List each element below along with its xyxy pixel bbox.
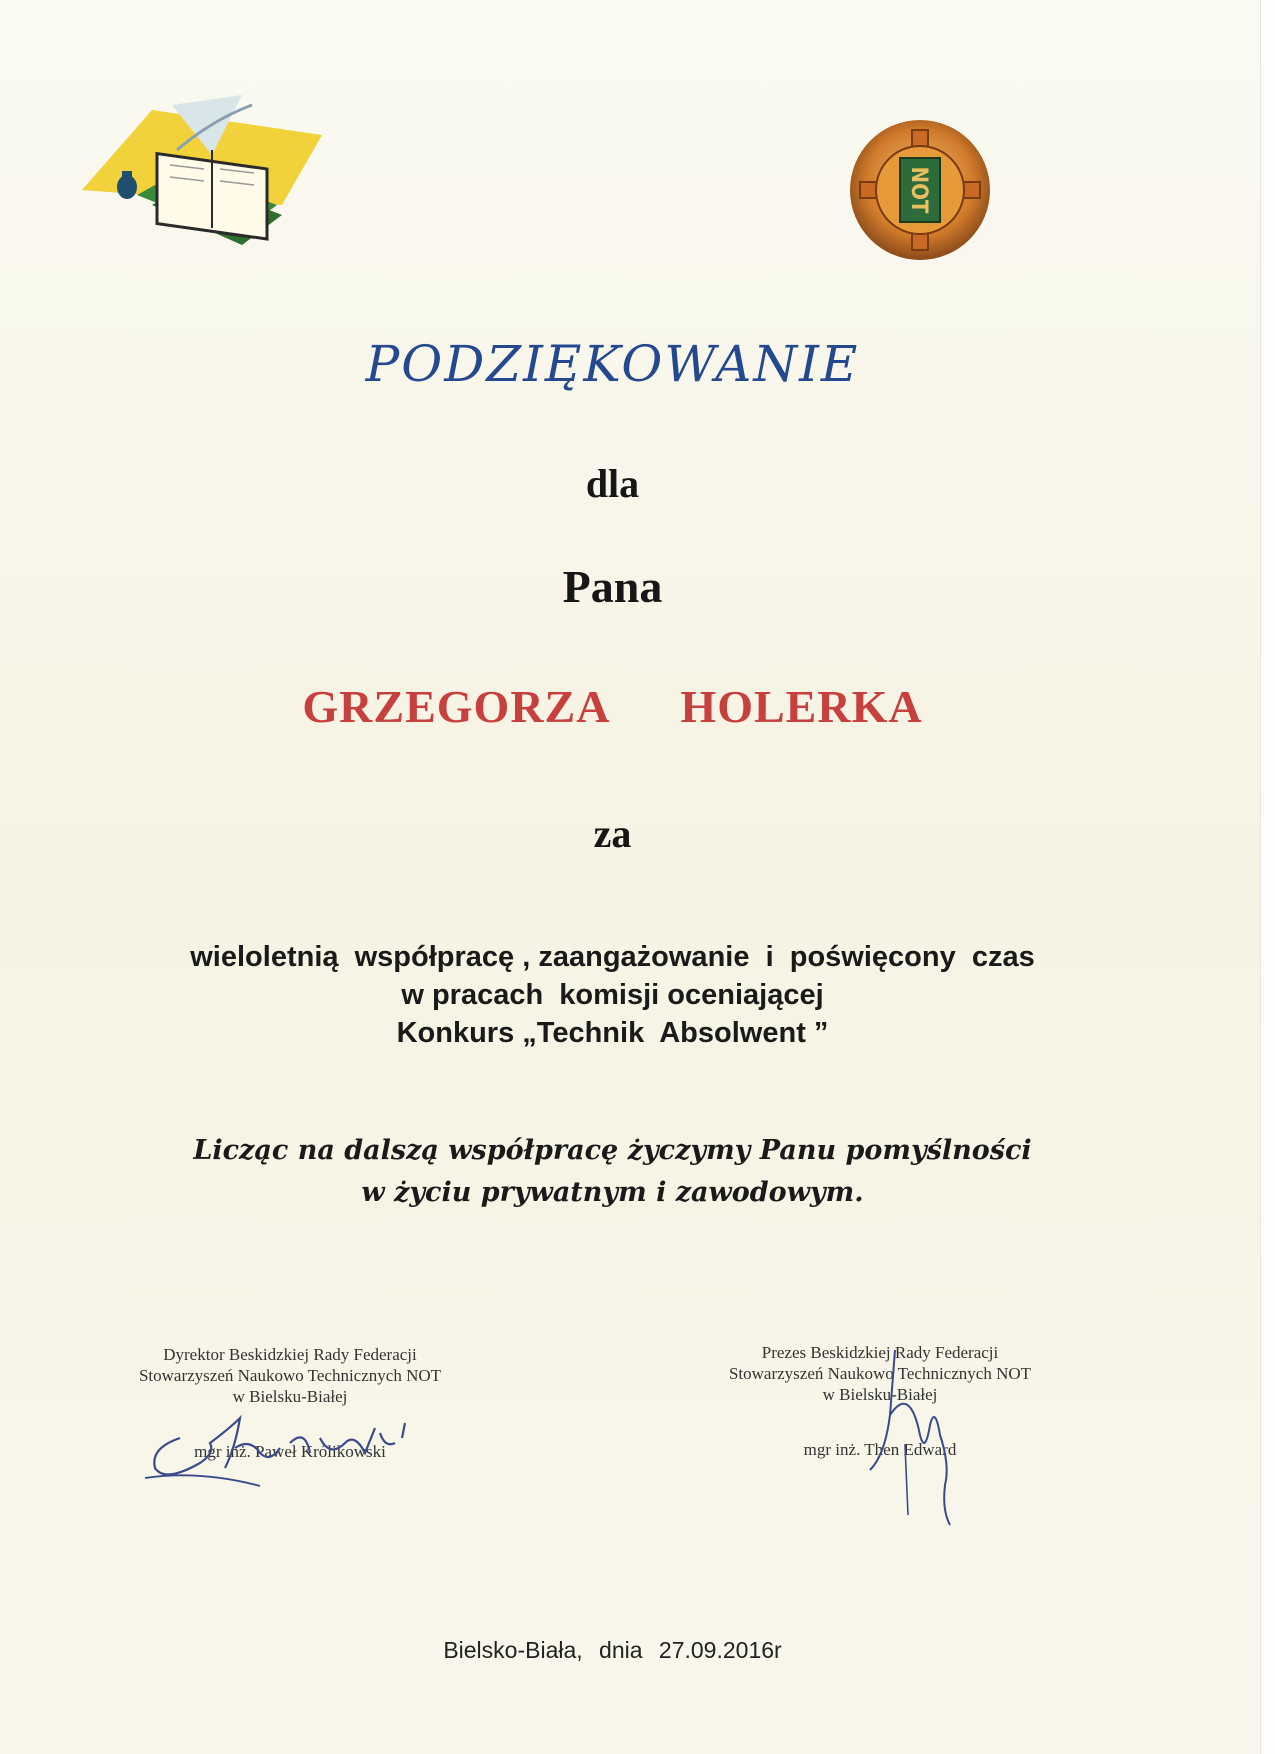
signatory-name: mgr inż. Paweł Królikowski [194, 1442, 386, 1461]
wish-line: Licząc na dalszą współpracę życzymy Panu pomyślności [193, 1135, 1032, 1166]
signatory-title-line: Stowarzyszeń Naukowo Technicznych NOT [138, 1366, 442, 1385]
signatory-name: mgr inż. Then Edward [803, 1440, 957, 1459]
reason-intro: za [593, 811, 632, 856]
recipient-last-name: HOLERKA [680, 681, 923, 732]
not-logo-text: NOT [906, 166, 931, 214]
signatory-title-line: Dyrektor Beskidzkiej Rady Federacji [163, 1345, 417, 1364]
signatory-title-line: w Bielsku-Białej [822, 1385, 938, 1404]
reason-text [0, 938, 1225, 1052]
not-logo-icon [846, 116, 994, 264]
recipient-name [0, 680, 1225, 733]
signatory-title-line: w Bielsku-Białej [232, 1387, 348, 1406]
reason-line: w pracach komisji oceniającej [401, 979, 824, 1011]
date-line: Bielsko-Biała, dnia 27.09.2016r [443, 1637, 782, 1663]
signature-block-left [100, 1344, 480, 1462]
book-quill-icon [82, 95, 332, 255]
reason-line: wieloletnią współpracę , zaangażowanie i poświęcony czas [190, 941, 1035, 973]
honorific: Pana [562, 561, 663, 612]
wish-line: w życiu prywatnym i zawodowym. [361, 1177, 864, 1208]
recipient-first-name: GRZEGORZA [302, 681, 608, 732]
wish-text [0, 1130, 1225, 1214]
page-edge [1260, 0, 1275, 1754]
for-label: dla [585, 461, 640, 506]
signatory-title-line: Prezes Beskidzkiej Rady Federacji [761, 1343, 999, 1362]
signature-block-right [690, 1342, 1070, 1460]
certificate-title: PODZIĘKOWANIE [365, 335, 860, 393]
reason-line: Konkurs „Technik Absolwent ” [396, 1017, 829, 1049]
signatory-title-line: Stowarzyszeń Naukowo Technicznych NOT [728, 1364, 1032, 1383]
